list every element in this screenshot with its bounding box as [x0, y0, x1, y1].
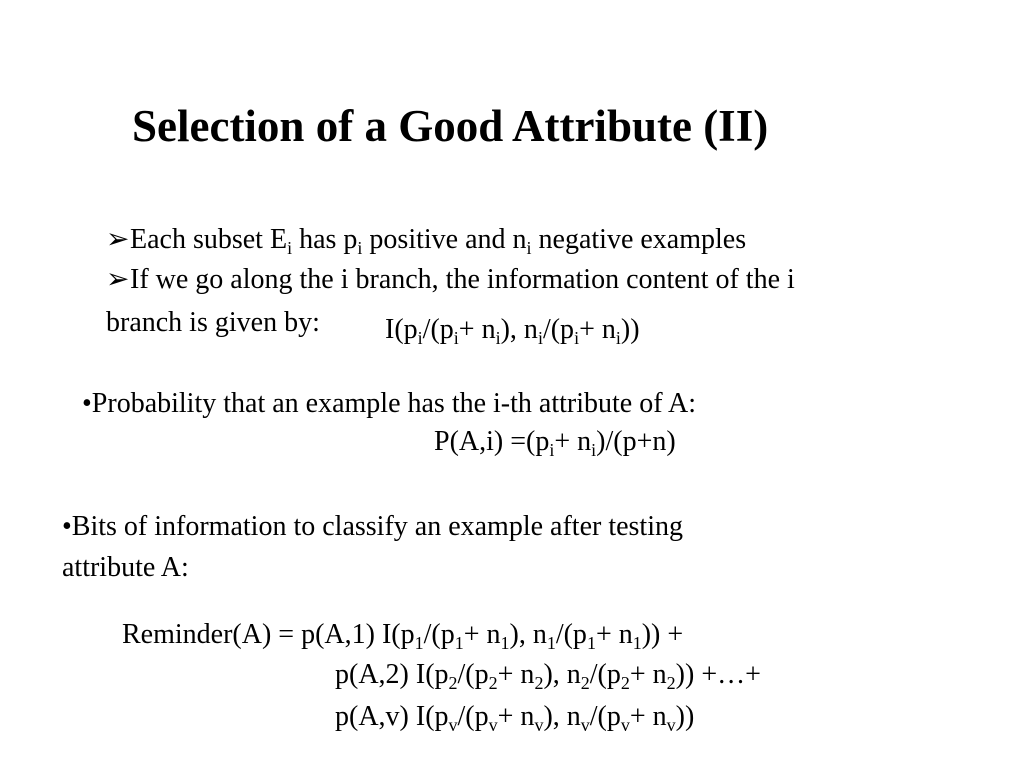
- subscript: 2: [666, 673, 676, 693]
- text-segment: ), n: [543, 701, 581, 732]
- subscript: 1: [500, 633, 510, 653]
- text-segment: + n: [497, 659, 535, 690]
- text-segment: ), n: [543, 659, 581, 690]
- text-segment: Each subset E: [130, 224, 288, 255]
- text-segment: + n: [579, 314, 616, 345]
- subscript: v: [666, 715, 676, 735]
- subscript: i: [287, 238, 293, 258]
- subscript: i: [615, 328, 621, 348]
- text-segment: ), n: [500, 314, 538, 345]
- bullet-bits-of-information-line2: attribute A:: [62, 552, 189, 583]
- bullet-bits-of-information: •Bits of information to classify an example after testing: [62, 511, 683, 542]
- text-segment: Reminder(A) = p(A,1) I(p: [122, 619, 415, 650]
- reminder-formula-line2: [335, 659, 761, 693]
- text-segment: + n: [458, 314, 496, 345]
- subscript: 1: [632, 633, 642, 653]
- text-segment: )): [620, 314, 640, 345]
- arrow-bullet-icon: ➢: [106, 264, 130, 295]
- subscript: 2: [620, 673, 630, 693]
- subscript: i: [526, 238, 532, 258]
- text-segment: p(A,v) I(p: [335, 701, 449, 732]
- subscript: i: [417, 328, 423, 348]
- text-segment: has p: [292, 224, 358, 255]
- text-segment: + n: [497, 701, 535, 732]
- subscript: 2: [580, 673, 590, 693]
- bullet-branch-information-line2: branch is given by:: [106, 307, 320, 338]
- subscript: v: [580, 715, 590, 735]
- subscript: 2: [488, 673, 498, 693]
- bullet-probability: •Probability that an example has the i-th attribute of A:: [82, 388, 696, 419]
- subscript: 1: [546, 633, 556, 653]
- text-segment: If we go along the i branch, the information content of the i: [130, 264, 795, 295]
- subscript: 1: [586, 633, 596, 653]
- text-segment: P(A,i) =(p: [434, 426, 550, 457]
- subscript: i: [591, 440, 597, 460]
- text-segment: /(p: [457, 659, 489, 690]
- text-segment: + n: [463, 619, 501, 650]
- subscript: v: [534, 715, 544, 735]
- text-segment: )) +: [641, 619, 684, 650]
- text-segment: /(p: [422, 314, 454, 345]
- subscript: 1: [414, 633, 424, 653]
- text-segment: /(p: [589, 701, 621, 732]
- text-segment: negative examples: [531, 224, 747, 255]
- information-content-formula: [385, 314, 640, 348]
- text-segment: /(p: [457, 701, 489, 732]
- subscript: i: [574, 328, 580, 348]
- text-segment: )): [675, 701, 695, 732]
- bullet-branch-information: [106, 266, 795, 294]
- text-segment: I(p: [385, 314, 418, 345]
- text-segment: + n: [554, 426, 592, 457]
- text-segment: ), n: [509, 619, 547, 650]
- text-segment: )) +…+: [675, 659, 761, 690]
- text-segment: + n: [629, 659, 667, 690]
- text-segment: positive and n: [362, 224, 527, 255]
- subscript: i: [549, 440, 555, 460]
- bullet-subset-examples: [106, 224, 747, 258]
- subscript: v: [620, 715, 630, 735]
- subscript: i: [453, 328, 459, 348]
- reminder-formula-line3: [335, 701, 695, 735]
- subscript: 2: [448, 673, 458, 693]
- text-segment: p(A,2) I(p: [335, 659, 449, 690]
- subscript: 2: [534, 673, 544, 693]
- text-segment: /(p: [555, 619, 587, 650]
- text-segment: )/(p+n): [596, 426, 676, 457]
- arrow-bullet-icon: ➢: [106, 224, 130, 255]
- reminder-formula-line1: [122, 619, 684, 653]
- subscript: i: [357, 238, 363, 258]
- probability-formula: [434, 426, 676, 460]
- subscript: v: [488, 715, 498, 735]
- text-segment: + n: [629, 701, 667, 732]
- text-segment: /(p: [589, 659, 621, 690]
- text-segment: + n: [595, 619, 633, 650]
- slide-title: Selection of a Good Attribute (II): [132, 101, 769, 151]
- text-segment: /(p: [542, 314, 575, 345]
- subscript: i: [537, 328, 543, 348]
- subscript: 1: [454, 633, 464, 653]
- subscript: i: [495, 328, 501, 348]
- subscript: v: [448, 715, 458, 735]
- text-segment: /(p: [423, 619, 455, 650]
